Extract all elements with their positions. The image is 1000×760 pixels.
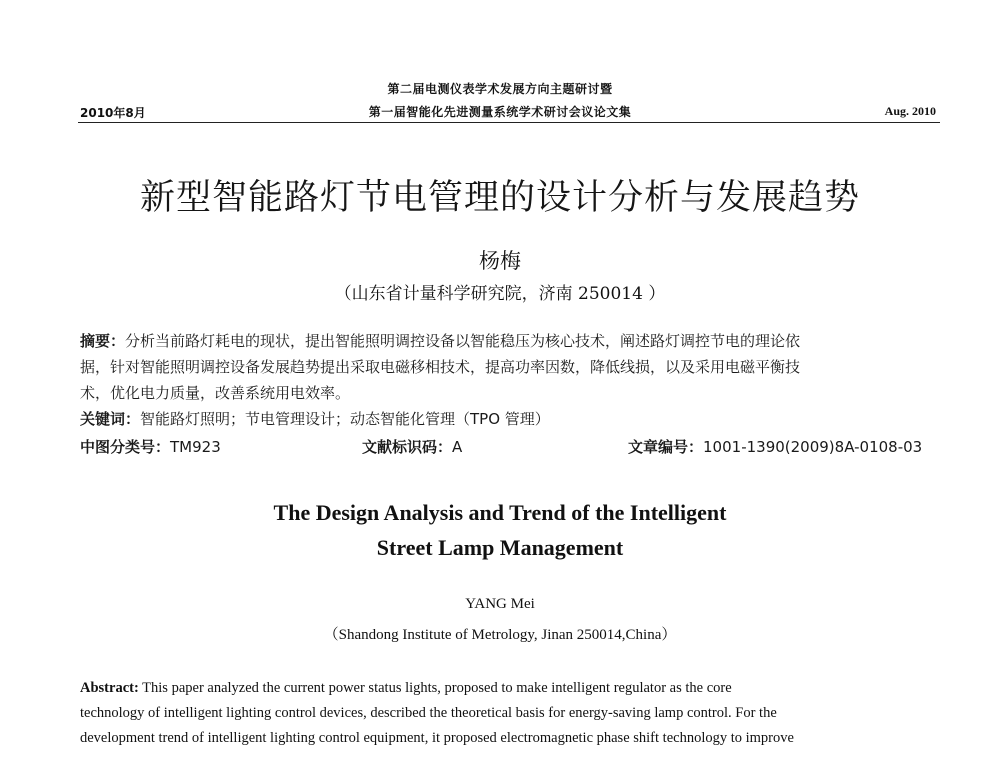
abstract-en-line-2: technology of intelligent lighting control devices, described the theoretical basis for energy-saving lamp control. For the	[80, 705, 777, 721]
abstract-en-label: Abstract:	[80, 680, 139, 696]
header-line-1: 第二届电测仪表学术发展方向主题研讨暨	[387, 82, 613, 96]
header-rule	[78, 122, 940, 123]
article-number-label: 文章编号：	[628, 438, 704, 456]
abstract-cn-label: 摘要：	[80, 332, 126, 350]
abstract-en-line-3: development trend of intelligent lighting control equipment, it proposed electromagnetic phase shift technology to improve	[80, 730, 794, 746]
paper-title-cn: 新型智能路灯节电管理的设计分析与发展趋势	[139, 178, 860, 218]
paper-title-en-line-2: Street Lamp Management	[376, 535, 624, 560]
affiliation-en: （Shandong Institute of Metrology, Jinan 250014,China）	[323, 627, 677, 643]
abstract-cn-line-3: 术，优化电力质量，改善系统用电效率。	[80, 384, 351, 402]
doc-code	[362, 436, 462, 457]
abstract-en-text-1: This paper analyzed the current power status lights, proposed to make intelligent regulator as the core	[142, 680, 732, 696]
keywords-cn-label: 关键词：	[80, 410, 141, 428]
keywords-cn-text: 智能路灯照明；节电管理设计；动态智能化管理（TPO 管理）	[140, 410, 550, 428]
clc-label: 中图分类号：	[80, 438, 171, 456]
abstract-cn-line-2: 据，针对智能照明调控设备发展趋势提出采取电磁移相技术，提高功率因数，降低线损，以及采用电磁平衡技	[80, 358, 801, 376]
abstract-cn-text-1: 分析当前路灯耗电的现状，提出智能照明调控设备以智能稳压为核心技术，阐述路灯调控节电的理论依	[125, 332, 801, 350]
abstract-en-line-1	[80, 680, 940, 697]
affiliation-cn: （山东省计量科学研究院，济南 250014 ）	[334, 284, 666, 304]
clc-number	[80, 436, 221, 457]
paper-title-en-line-1: The Design Analysis and Trend of the Intelligent	[273, 500, 727, 525]
article-number	[628, 436, 922, 457]
article-number-value: 1001-1390(2009)8A-0108-03	[703, 438, 923, 456]
keywords-cn	[80, 408, 550, 429]
author-en: YANG Mei	[465, 596, 535, 612]
header-date-en: Aug. 2010	[884, 104, 936, 118]
abstract-cn-line-1	[80, 330, 800, 351]
author-cn: 杨梅	[479, 249, 521, 273]
doc-code-label: 文献标识码：	[362, 438, 453, 456]
header-line-2: 第一届智能化先进测量系统学术研讨会议论文集	[368, 105, 632, 119]
header-date-cn: 2010年8月	[80, 106, 146, 120]
clc-value: TM923	[170, 438, 221, 456]
doc-code-value: A	[452, 438, 463, 456]
